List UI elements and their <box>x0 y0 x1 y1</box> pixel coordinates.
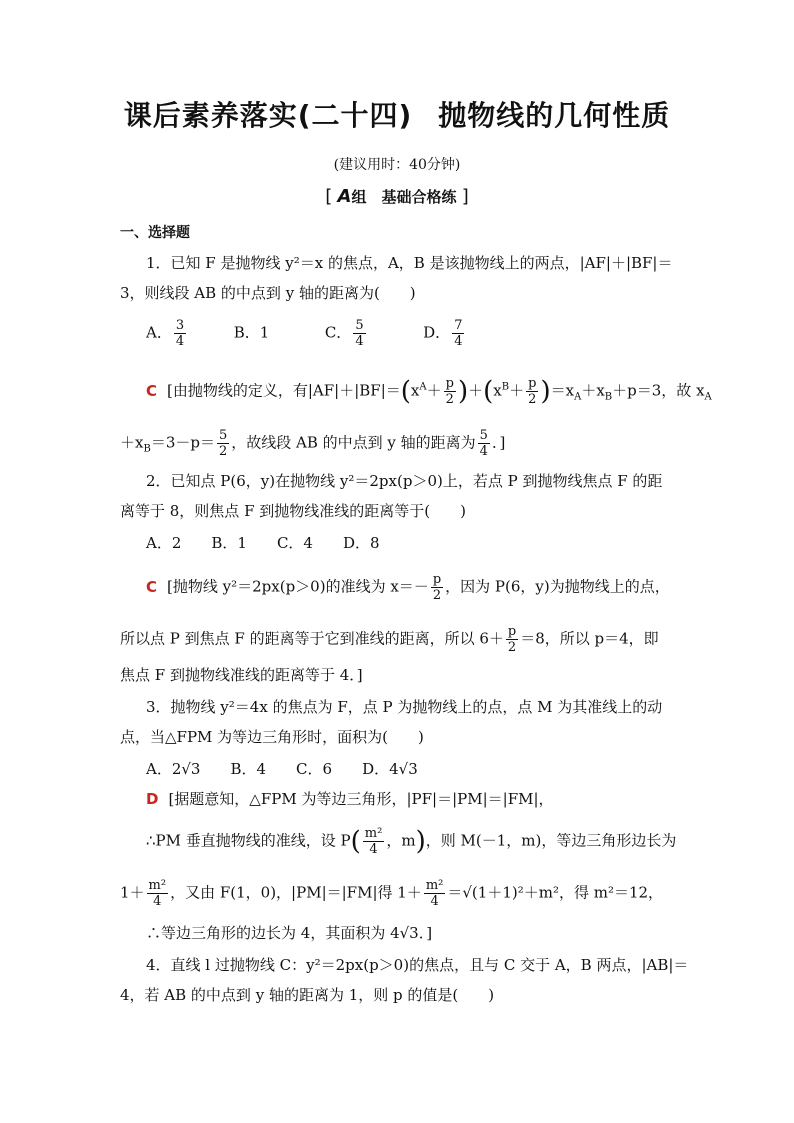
q3-answer: D <box>146 790 159 808</box>
bracket-left: [ <box>325 186 333 207</box>
q3-solution-line1: D [据题意知，△FPM 为等边三角形，|PF|＝|PM|＝|FM|， <box>146 790 554 808</box>
q1-solution-line2: $+x_B=3-p=$ $\frac{5}{2}$ ，故线段 AB 的中点到 y 轴的距离为 $\frac{5}{4}$ ．] <box>120 428 506 459</box>
q1-solution-line1: C [由抛物线的定义，有$|AF|+|BF|=(x^A+$ $\frac{p}{2}$ )$+(x^B+$ $\frac{p}{2}$ )$=x_A+x_B+p=3$，故 $x_A$ <box>146 376 712 407</box>
q3-solution-line4: ∴等边三角形的边长为 4，其面积为 4√3．] <box>146 924 433 942</box>
q2-solution-line1: C [抛物线 y²＝2px(p＞0)的准线为 x＝－ $\frac{p}{2}$ ，因为 P(6，y)为抛物线上的点， <box>146 572 670 603</box>
time-note: (建议用时：40分钟) <box>333 157 461 173</box>
q1-option-b: B．1 <box>233 323 270 342</box>
group-heading <box>0 186 794 207</box>
title-main: 课后素养落实(二十四) <box>123 99 413 132</box>
q1-option-c: C． <box>324 323 352 342</box>
q2-answer: C <box>146 577 158 596</box>
q1-options <box>146 318 676 349</box>
q1-frac-c: $\frac{5}{4}$ <box>355 318 364 349</box>
group-label: 组 基础合格练 <box>351 188 457 206</box>
q3-solution-line2: ∴PM 垂直抛物线的准线，设 P( $\frac{\text{m²}}{4}$ ，m)，则 M(－1，m)，等边三角形边长为 <box>146 826 677 857</box>
q2-stem-line1: 2．已知点 P(6，y)在抛物线 y²＝2px(p＞0)上，若点 P 到抛物线焦点 F 的距 <box>146 472 663 490</box>
q2-options: A．2 B．1 C．4 D．8 <box>146 534 380 552</box>
section-heading: 一、选择题 <box>120 225 190 241</box>
page-title <box>0 94 794 134</box>
q2-solution-line2: 所以点 P 到焦点 F 的距离等于它到准线的距离，所以 6＋ $\frac{p}{2}$ ＝8，所以 p＝4，即 <box>120 624 659 655</box>
q3-stem-line2: 点，当△FPM 为等边三角形时，面积为( ) <box>120 728 424 746</box>
title-sub: 抛物线的几何性质 <box>438 99 671 132</box>
q4-stem-line2: 4，若 AB 的中点到 y 轴的距离为 1，则 p 的值是( ) <box>120 986 495 1004</box>
q1-stem-line2: 3，则线段 AB 的中点到 y 轴的距离为( ) <box>120 284 416 302</box>
q3-stem-line1: 3．抛物线 y²＝4x 的焦点为 F，点 P 为抛物线上的点，点 M 为其准线上的动 <box>146 698 663 716</box>
q1-frac-a: $\frac{3}{4}$ <box>175 318 185 349</box>
q1-option-a: A． <box>146 323 172 342</box>
group-mark: A <box>337 186 352 207</box>
q1-stem-line1: 1．已知 F 是抛物线 y²＝x 的焦点，A，B 是该抛物线上的两点，|AF|＋|BF|＝ <box>146 254 673 272</box>
bracket-right: ] <box>461 186 469 207</box>
q3-solution-line3: 1＋ $\frac{\text{m²}}{4}$ ，又由 F(1，0)，|PM|＝|FM|得 1＋ $\frac{\text{m²}}{4}$ ＝√(1＋1)²＋m²，得 m²＝12， <box>120 878 664 909</box>
q2-solution-line3: 焦点 F 到抛物线准线的距离等于 4．] <box>120 666 363 684</box>
q1-answer: C <box>146 381 158 400</box>
q1-frac-d: $\frac{7}{4}$ <box>454 318 463 349</box>
q1-option-d: D． <box>423 323 451 342</box>
q3-options: A．2√3 B．4 C．6 D．4√3 <box>146 760 418 778</box>
q4-stem-line1: 4．直线 l 过抛物线 C：y²＝2px(p＞0)的焦点，且与 C 交于 A，B 两点，|AB|＝ <box>146 956 689 974</box>
q2-stem-line2: 离等于 8，则焦点 F 到抛物线准线的距离等于( ) <box>120 502 466 520</box>
